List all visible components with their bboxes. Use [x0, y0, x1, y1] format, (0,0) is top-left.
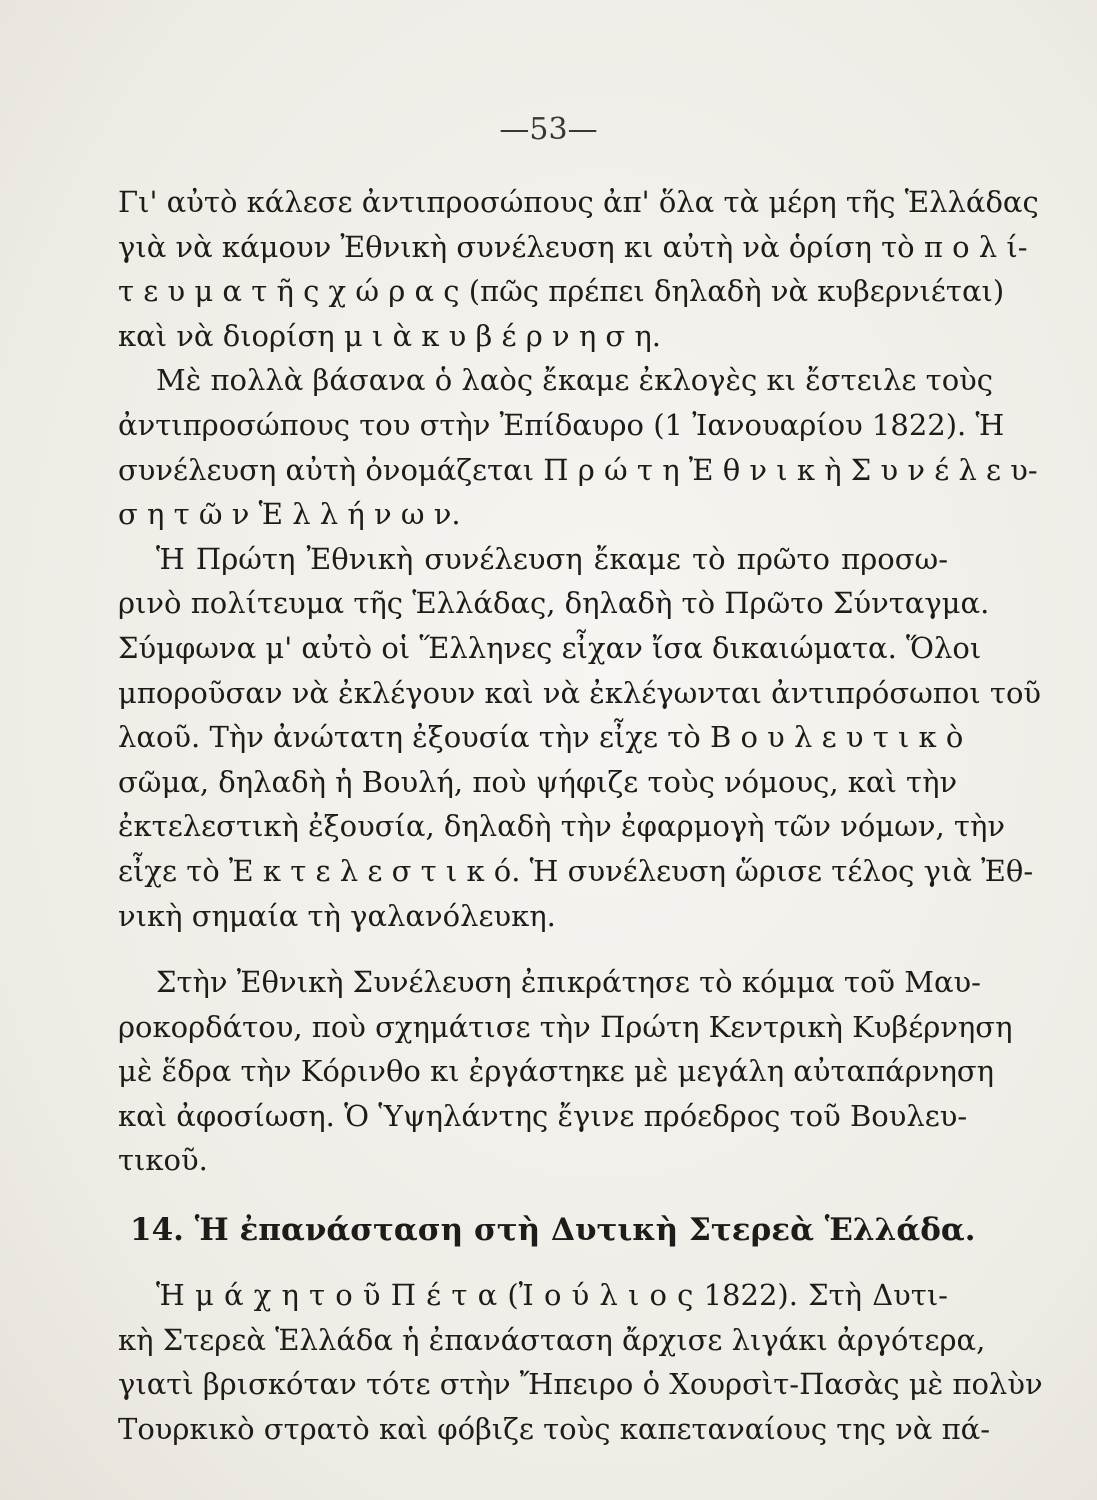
text-line: Ἡ Πρώτη Ἐθνικὴ συνέλευση ἔκαμε τὸ πρῶτο προσω-: [156, 541, 948, 576]
text-line: Στὴν Ἐθνικὴ Συνέλευση ἐπικράτησε τὸ κόμμα τοῦ Μαυ-: [156, 965, 981, 1000]
text-line: καὶ ἀφοσίωση. Ὁ Ὑψηλάντης ἔγινε πρόεδρος τοῦ Βουλευ-: [118, 1098, 968, 1133]
text-line: καὶ νὰ διορίση μ ι ὰ κ υ β έ ρ ν η σ η.: [118, 318, 662, 353]
text-line: νικὴ σημαία τὴ γαλανόλευκη.: [118, 898, 556, 933]
body-text: [118, 180, 1043, 1451]
text-line: γιατὶ βρισκόταν τότε στὴν Ἤπειρο ὁ Χουρσὶτ-Πασὰς μὲ πολὺν: [118, 1367, 1043, 1402]
section-heading: 14. Ἡ ἐπανάσταση στὴ Δυτικὴ Στερεὰ Ἑλλάδα.: [130, 1212, 976, 1249]
text-line: εἶχε τὸ Ἐ κ τ ε λ ε σ τ ι κ ό. Ἡ συνέλευση ὥρισε τέλος γιὰ Ἐθ-: [118, 853, 1034, 888]
text-line: ροκορδάτου, ποὺ σχημάτισε τὴν Πρώτη Κεντρικὴ Κυβέρνηση: [118, 1009, 1013, 1044]
text-line: συνέλευση αὐτὴ ὀνομάζεται Π ρ ώ τ η Ἐ θ ν ι κ ὴ Σ υ ν έ λ ε υ-: [118, 452, 1038, 487]
text-line: μποροῦσαν νὰ ἐκλέγουν καὶ νὰ ἐκλέγωνται ἀντιπρόσωποι τοῦ: [118, 675, 1042, 710]
text-line: σῶμα, δηλαδὴ ἡ Βουλή, ποὺ ψήφιζε τοὺς νόμους, καὶ τὴν: [118, 764, 958, 799]
text-line: Ἡ μ ά χ η τ ο ῦ Π έ τ α (Ἰ ο ύ λ ι ο ς 1822). Στὴ Δυτι-: [156, 1278, 948, 1313]
text-line: Τουρκικὸ στρατὸ καὶ φόβιζε τοὺς καπεταναίους της νὰ πά-: [118, 1411, 991, 1446]
text-line: λαοῦ. Τὴν ἀνώτατη ἐξουσία τὴν εἶχε τὸ Β ο υ λ ε υ τ ι κ ὸ: [118, 720, 964, 755]
text-line: ἀντιπροσώπους του στὴν Ἐπίδαυρο (1 Ἰανουαρίου 1822). Ἡ: [118, 407, 1005, 442]
text-line: ἐκτελεστικὴ ἐξουσία, δηλαδὴ τὴν ἐφαρμογὴ τῶν νόμων, τὴν: [118, 809, 1005, 844]
text-line: γιὰ νὰ κάμουν Ἐθνικὴ συνέλευση κι αὐτὴ νὰ ὁρίση τὸ π ο λ ί-: [118, 229, 1028, 264]
text-line: μὲ ἕδρα τὴν Κόρινθο κι ἐργάστηκε μὲ μεγάλη αὐταπάρνηση: [118, 1054, 994, 1089]
text-line: κὴ Στερεὰ Ἑλλάδα ἡ ἐπανάσταση ἄρχισε λιγάκι ἀργότερα,: [118, 1322, 986, 1357]
text-line: Μὲ πολλὰ βάσανα ὁ λαὸς ἔκαμε ἐκλογὲς κι ἔστειλε τοὺς: [156, 363, 994, 398]
text-line: ρινὸ πολίτευμα τῆς Ἑλλάδας, δηλαδὴ τὸ Πρῶτο Σύνταγμα.: [118, 586, 990, 621]
text-line: Γι' αὐτὸ κάλεσε ἀντιπροσώπους ἀπ' ὅλα τὰ μέρη τῆς Ἑλλάδας: [118, 185, 1039, 219]
text-line: τικοῦ.: [118, 1143, 208, 1178]
text-line: τ ε υ μ α τ ῆ ς χ ώ ρ α ς (πῶς πρέπει δηλαδὴ νὰ κυβερνιέται): [118, 274, 1005, 309]
page-number: —53—: [499, 112, 598, 147]
text-line: σ η τ ῶ ν Ἑ λ λ ή ν ω ν.: [118, 497, 461, 532]
text-line: Σύμφωνα μ' αὐτὸ οἱ Ἕλληνες εἶχαν ἴσα δικαιώματα. Ὅλοι: [118, 630, 982, 665]
